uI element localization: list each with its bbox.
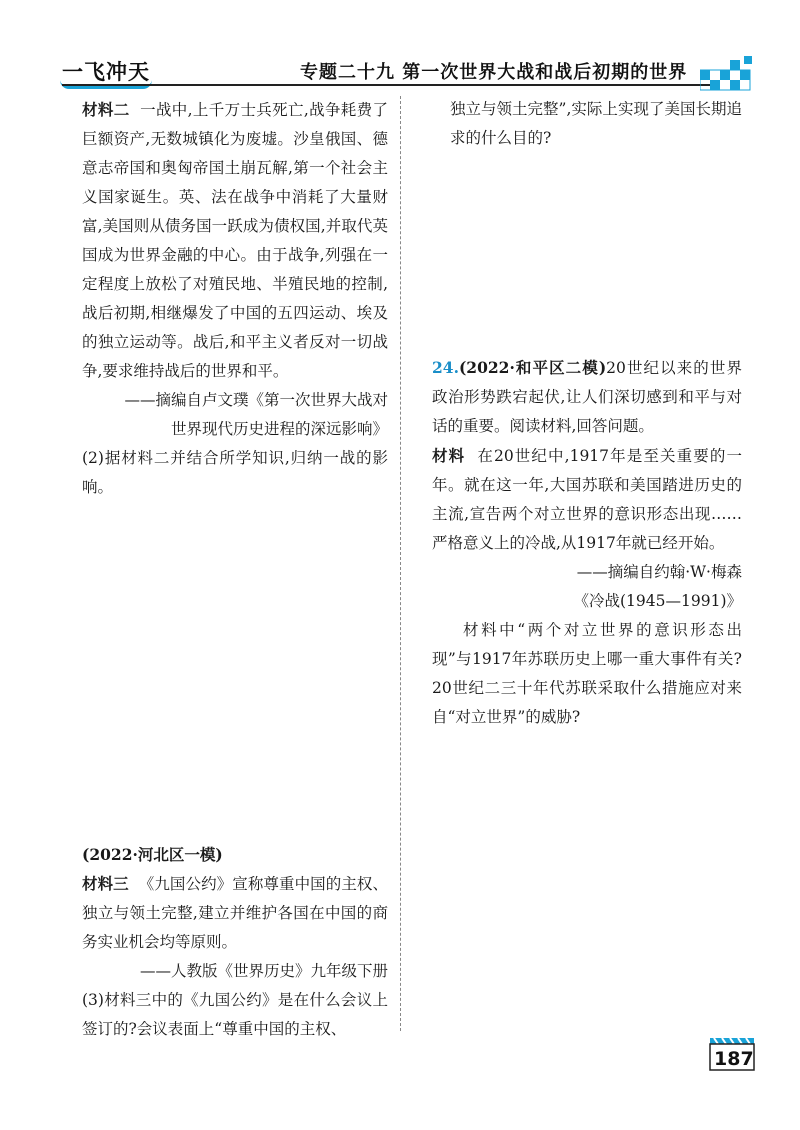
topic-title: 专题二十九 第一次世界大战和战后初期的世界 <box>300 62 688 83</box>
q24-source-line1: ——摘编自约翰·W·梅森 <box>576 563 742 581</box>
question2: (2)据材料二并结合所学知识,归纳一战的影响。 <box>82 449 388 496</box>
material2-paragraph <box>82 95 388 386</box>
page-header <box>0 0 800 95</box>
answer-space-q3 <box>432 153 742 353</box>
material2-label: 材料二 <box>82 100 130 119</box>
q24-source-line2: 《冷战(1945—1991)》 <box>573 592 742 610</box>
material2-source-line1: ——摘编自卢文璞《第一次世界大战对 <box>124 391 388 409</box>
left-column <box>82 95 388 502</box>
question3-part2: 独立与领土完整”,实际上实现了美国长期追求的什么目的? <box>450 100 742 147</box>
q24-number: 24. <box>432 358 459 377</box>
q24-intro: 20世纪以来的世界政治形势跌宕起伏,让人们深切感到和平与对话的重要。阅读材料,回答问题。 <box>432 359 742 435</box>
material2-source-line2: 世界现代历史进程的深远影响》 <box>170 420 388 438</box>
q24-material-label: 材料 <box>432 446 466 465</box>
header-rule <box>62 84 710 86</box>
right-column <box>432 95 742 732</box>
question3-part1: (3)材料三中的《九国公约》是在什么会议上签订的?会议表面上“尊重中国的主权、 <box>82 991 388 1038</box>
section3 <box>82 840 388 1044</box>
q24-tag: (2022·和平区二模) <box>458 358 607 377</box>
material3-source: ——人教版《世界历史》九年级下册 <box>139 962 388 980</box>
q24-question: 材料中“两个对立世界的意识形态出现”与1917年苏联历史上哪一重大事件有关?20世纪二三十年代苏联采取什么措施应对来自“对立世界”的威胁? <box>432 621 742 726</box>
column-divider <box>400 96 401 1031</box>
page-number: 187 <box>714 1048 754 1070</box>
checker-pattern-icon <box>700 56 754 94</box>
q24-material-text: 在20世纪中,1917年是至关重要的一年。就在这一年,大国苏联和美国踏进历史的主流,宣告两个对立世界的意识形态出现……严格意义上的冷战,从1917年就已经开始。 <box>432 447 742 552</box>
q24-paragraph <box>432 353 742 441</box>
q24-material-paragraph <box>432 441 742 558</box>
material3-text: 《九国公约》宣称尊重中国的主权、独立与领土完整,建立并维护各国在中国的商务实业机会均等原则。 <box>82 875 388 951</box>
material3-label: 材料三 <box>82 874 129 893</box>
exam-tag-hebei: (2022·河北区一模) <box>82 845 223 864</box>
material3-paragraph <box>82 869 388 957</box>
brand-logo-text: 一飞冲天 <box>62 60 150 84</box>
material2-text: 一战中,上千万士兵死亡,战争耗费了巨额资产,无数城镇化为废墟。沙皇俄国、德意志帝国和奥匈帝国土崩瓦解,第一个社会主义国家诞生。英、法在战争中消耗了大量财富,美国则从债务国一跃成为债权国,并取代英国成为世界金融的中心。由于战争,列强在一定程度上放松了对殖民地、半殖民地的控制,战后初期,相继爆发了中国的五四运动、埃及的独立运动等。战后,和平主义者反对一切战争,要求维持战后的世界和平。 <box>82 101 388 380</box>
